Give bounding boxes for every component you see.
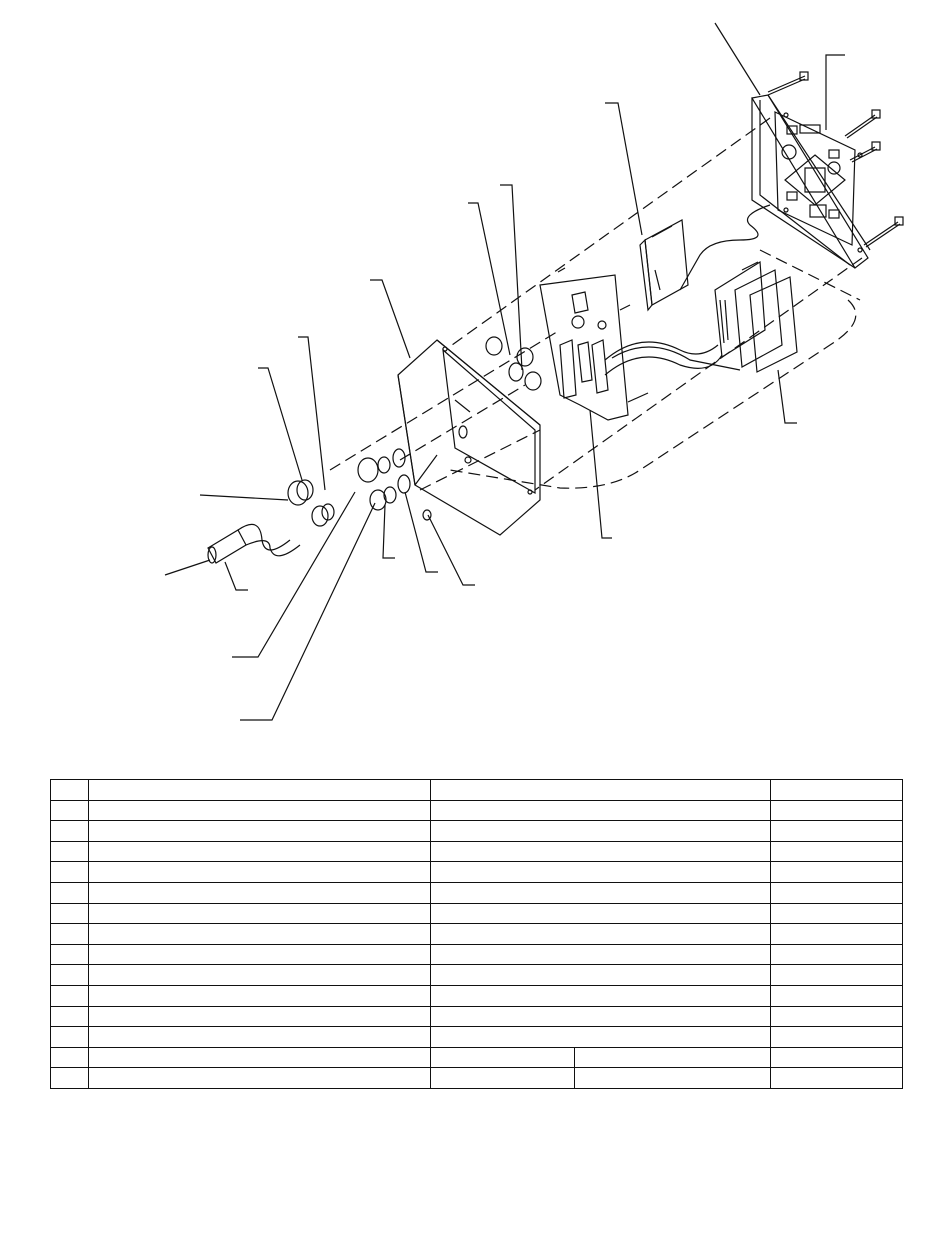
- table-cell: [771, 903, 903, 924]
- table-cell: [89, 1047, 431, 1068]
- table-cell: [89, 944, 431, 965]
- table-cell: [771, 882, 903, 903]
- table-row: [51, 882, 903, 903]
- table-cell: [431, 965, 771, 986]
- table-cell: [771, 1027, 903, 1048]
- table-cell: [51, 1068, 89, 1089]
- table-cell: [431, 1047, 575, 1068]
- sealing-rings: [393, 337, 541, 493]
- table-cell: [89, 965, 431, 986]
- table-cell: [89, 862, 431, 883]
- table-cell: [89, 903, 431, 924]
- table-cell: [89, 821, 431, 842]
- table-row: [51, 780, 903, 801]
- table-cell: [575, 1047, 771, 1068]
- table-cell: [51, 821, 89, 842]
- table-cell: [51, 800, 89, 821]
- table-row: [51, 924, 903, 945]
- table-cell: [431, 780, 771, 801]
- table-cell: [771, 1047, 903, 1068]
- table-cell: [51, 903, 89, 924]
- table-cell: [51, 882, 89, 903]
- table-cell: [771, 965, 903, 986]
- table-row: [51, 965, 903, 986]
- table-row: [51, 944, 903, 965]
- table-cell: [51, 862, 89, 883]
- table-cell: [431, 924, 771, 945]
- parts-list-table: [50, 779, 903, 1089]
- table-cell: [89, 1027, 431, 1048]
- table-cell: [51, 1027, 89, 1048]
- table-row: [51, 903, 903, 924]
- table-cell: [771, 985, 903, 1006]
- cable-connector: [208, 524, 300, 563]
- table-cell: [431, 841, 771, 862]
- table-row: [51, 821, 903, 842]
- table-cell: [771, 821, 903, 842]
- control-panel-faceplate: [752, 95, 870, 268]
- callout-leader-lines: [165, 23, 845, 720]
- table-cell: [771, 1006, 903, 1027]
- table-cell: [771, 944, 903, 965]
- table-row: [51, 1047, 903, 1068]
- table-row: [51, 862, 903, 883]
- table-cell: [771, 1068, 903, 1089]
- table-cell: [89, 800, 431, 821]
- stacked-circuit-boards: [715, 262, 797, 372]
- table-cell: [431, 985, 771, 1006]
- table-cell: [771, 800, 903, 821]
- table-cell: [89, 780, 431, 801]
- table-cell: [431, 1068, 575, 1089]
- table-cell: [89, 1068, 431, 1089]
- table-cell: [51, 841, 89, 862]
- table-cell: [51, 965, 89, 986]
- table-row: [51, 800, 903, 821]
- table-cell: [771, 862, 903, 883]
- table-cell: [771, 841, 903, 862]
- table-row: [51, 841, 903, 862]
- table-row: [51, 1006, 903, 1027]
- assembly-dashed-lines: [330, 118, 862, 490]
- cable-fittings: [288, 457, 431, 526]
- table-cell: [431, 800, 771, 821]
- small-circuit-board: [640, 220, 688, 310]
- table-cell: [89, 841, 431, 862]
- table-cell: [51, 985, 89, 1006]
- table-cell: [51, 924, 89, 945]
- table-cell: [431, 903, 771, 924]
- panel-cable: [680, 205, 770, 290]
- table-cell: [51, 944, 89, 965]
- table-cell: [51, 1006, 89, 1027]
- table-row: [51, 1068, 903, 1089]
- table-row: [51, 985, 903, 1006]
- table-cell: [89, 924, 431, 945]
- table-cell: [51, 780, 89, 801]
- table-cell: [431, 882, 771, 903]
- table-cell: [89, 882, 431, 903]
- table-cell: [575, 1068, 771, 1089]
- table-cell: [431, 1006, 771, 1027]
- table-cell: [771, 924, 903, 945]
- table-cell: [431, 862, 771, 883]
- table-cell: [51, 1047, 89, 1068]
- table-cell: [431, 821, 771, 842]
- board-cables: [605, 342, 740, 375]
- table-cell: [431, 944, 771, 965]
- table-cell: [771, 780, 903, 801]
- table-cell: [89, 985, 431, 1006]
- table-cell: [89, 1006, 431, 1027]
- table-row: [51, 1027, 903, 1048]
- table-cell: [431, 1027, 771, 1048]
- enclosure-box: [398, 340, 540, 535]
